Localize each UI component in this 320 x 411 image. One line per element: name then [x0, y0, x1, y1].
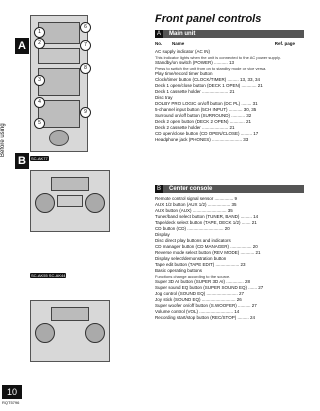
page-title: Front panel controls	[155, 13, 262, 25]
list-item: Display	[155, 232, 170, 237]
sidebar	[0, 0, 14, 411]
console-c-volume	[85, 323, 105, 343]
list-item: DOLBY PRO LOGIC on/off button (DC PL) ........ 31	[155, 101, 258, 106]
volume-dial	[85, 193, 105, 213]
list-item: CD manager button (CD MANAGER) ................. 20	[155, 244, 258, 249]
list-item: Volume control (VOL) ........................... 14	[155, 309, 240, 314]
speaker-grill	[49, 130, 69, 146]
section-a-header	[155, 30, 304, 38]
list-item: Reverse mode select button (REV MODE) ........... 21	[155, 250, 261, 255]
list-item: Deck 2 cassette holder ..................... 21	[155, 125, 235, 130]
list-item: Headphone jack (PHONES) ........................ 33	[155, 137, 249, 142]
ac-note: This indicator lights when the unit is connected to the AC power supply.	[155, 55, 281, 60]
table-head-ref: Ref. page	[274, 41, 295, 46]
list-item: AUX button (AUX) ........................... 35	[155, 208, 233, 213]
list-item: Tuner/band select button (TUNER, BAND) ......... 14	[155, 214, 259, 219]
figure-b-badge: B	[15, 153, 29, 169]
list-item: Deck 1 cassette holder ..................... 21	[155, 89, 235, 94]
callout-4: 4	[34, 97, 45, 108]
figure-c-model-tag: SC-AK55 SC-AK44	[31, 273, 66, 278]
list-item: Super sound EQ button (SUPER SOUND EQ) ....... 27	[155, 285, 264, 290]
list-item: AUX 1/2 button (AUX 1/2) .................. 35	[155, 202, 237, 207]
list-item: 5-channel input button (5CH INPUT) ........... 30, 35	[155, 107, 257, 112]
list-item: Joy stick (SOUND EQ) ........................... 26	[155, 297, 242, 302]
list-item: Disc tray	[155, 95, 173, 100]
callout-5: 5	[34, 118, 45, 129]
callout-7: 7	[80, 40, 91, 51]
center-buttons	[57, 195, 83, 207]
callout-1: 1	[34, 27, 45, 38]
list-item: AC supply indicator (AC IN)	[155, 49, 211, 54]
list-item: Recording start/stop button (REC/STOP) ......... 24	[155, 315, 255, 320]
console-c-jog	[35, 323, 55, 343]
list-item: Basic operating buttons	[155, 268, 203, 273]
list-item: Disc direct play buttons and indicators	[155, 238, 231, 243]
basic-note: Functions change according to the source.	[155, 274, 231, 279]
section-b-title: Center console	[169, 186, 213, 192]
section-b-header	[155, 185, 304, 193]
list-item: Deck 2 open button (DECK 2 OPEN) ............ 21	[155, 119, 252, 124]
table-head-name: Name	[172, 41, 185, 46]
list-item: Clock/timer button (CLOCK/TIMER) ......... 13, 33, 34	[155, 77, 261, 82]
disc-tray-panel	[38, 48, 80, 64]
list-item: Surround on/off button (SURROUND) ........... 32	[155, 113, 252, 118]
figure-b-console	[30, 170, 110, 232]
callout-8: 8	[80, 63, 91, 74]
list-item: Deck 1 open/close button (DECK 1 OPEN) ............ 21	[155, 83, 263, 88]
figure-c-console	[30, 300, 110, 362]
list-item: Tape edit button (TAPE EDIT) ................... 23	[155, 262, 246, 267]
section-a-title: Main unit	[169, 31, 196, 37]
list-item: CD button (CD) ............................. 20	[155, 226, 230, 231]
list-item: Display select/demonstration button	[155, 256, 227, 261]
figure-a-badge: A	[15, 38, 29, 54]
side-label: Before using	[0, 123, 6, 157]
list-item: Super 3D AI button (SUPER 3D AI) .............. 28	[155, 279, 251, 284]
jog-dial	[35, 193, 55, 213]
list-item: Tape/deck select button (TAPE, DECK 1/2) ....... 21	[155, 220, 257, 225]
callout-9: 9	[80, 107, 91, 118]
console-c-display	[51, 307, 89, 321]
callout-2: 2	[34, 38, 45, 49]
console-display	[51, 177, 89, 191]
section-a-badge: A	[156, 31, 161, 37]
list-item: Jog control (SOUND EQ) ......................... 27	[155, 291, 245, 296]
section-b-badge: B	[156, 186, 161, 192]
figure-b-model-tag: SC-AK77	[31, 156, 48, 161]
center-items-list	[155, 196, 295, 408]
callout-6: 6	[80, 22, 91, 33]
list-item: CD open/close button (CD OPEN/CLOSE) ......... 17	[155, 131, 259, 136]
table-head-no: No.	[155, 41, 163, 46]
standby-note: Press to switch the unit from on to standby mode or vice versa.	[155, 66, 267, 71]
list-item: Remote control signal sensor ............... 9	[155, 196, 238, 201]
page-code: RQT5796	[2, 400, 20, 405]
list-item: Play time/record timer button	[155, 71, 213, 76]
list-item: Super woofer on/off button (S.WOOFER) .......... 27	[155, 303, 257, 308]
page-number: 10	[2, 385, 22, 399]
list-item: Standby/on switch (POWER) ........... 13	[155, 60, 235, 65]
callout-3: 3	[34, 75, 45, 86]
